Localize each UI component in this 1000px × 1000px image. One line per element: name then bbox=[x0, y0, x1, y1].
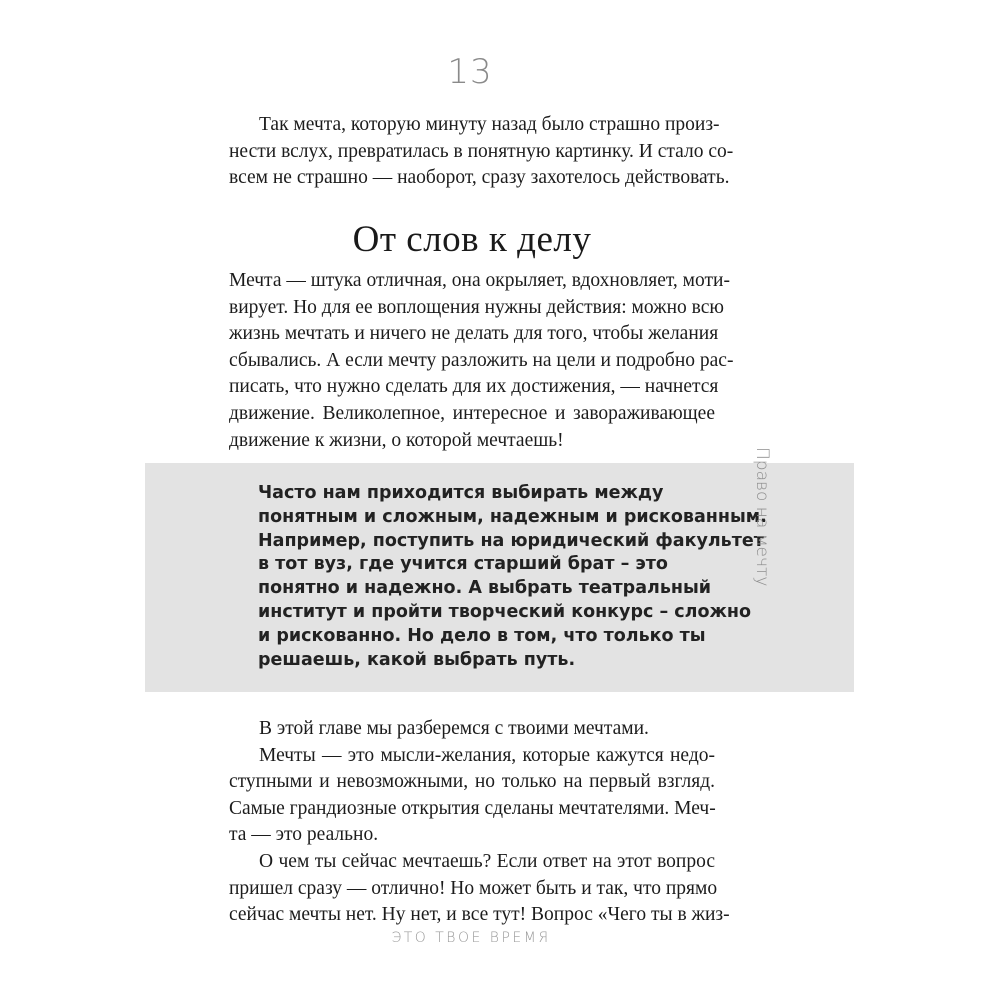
text-line: писать, что нужно сделать для их достижения, — начнется bbox=[229, 376, 719, 398]
callout-text bbox=[258, 482, 767, 672]
callout-line: Например, поступить на юридический факультет bbox=[258, 530, 764, 551]
page-number: 13 bbox=[447, 52, 493, 92]
text-line: движение. Великолепное, интересное и завораживающее bbox=[229, 402, 715, 424]
text-line: Так мечта, которую минуту назад было страшно произ- bbox=[259, 114, 720, 135]
text-line: жизнь мечтать и ничего не делать для того, чтобы желания bbox=[229, 323, 719, 345]
callout-line: Часто нам приходится выбирать между bbox=[258, 483, 664, 503]
callout-line: и рискованно. Но дело в том, что только ты bbox=[258, 625, 706, 646]
body-paragraphs bbox=[229, 716, 730, 929]
text-line: ступными и невозможными, но только на первый взгляд. bbox=[229, 771, 715, 793]
text-line: нести вслух, превратилась в понятную картинку. И стало со- bbox=[229, 140, 734, 162]
text-line: всем не страшно — наоборот, сразу захотелось действовать. bbox=[229, 167, 730, 189]
text-line: движение к жизни, о которой мечтаешь! bbox=[229, 429, 564, 451]
text-line: вирует. Но для ее воплощения нужны действия: можно всю bbox=[229, 296, 724, 318]
callout-line: понятным и сложным, надежным и рискованным. bbox=[258, 506, 767, 527]
running-footer: ЭТО ТВОЕ ВРЕМЯ bbox=[391, 930, 551, 946]
text-line: та — это реально. bbox=[229, 824, 379, 846]
callout-line: решаешь, какой выбрать путь. bbox=[258, 649, 576, 670]
text-line: В этой главе мы разберемся с твоими мечтами. bbox=[259, 718, 649, 739]
text-line: пришел сразу — отлично! Но может быть и так, что прямо bbox=[229, 877, 718, 899]
section-heading: От слов к делу bbox=[352, 219, 592, 260]
text-line: Мечты — это мысли-желания, которые кажутся недо- bbox=[259, 744, 715, 766]
text-line: Мечта — штука отличная, она окрыляет, вдохновляет, моти- bbox=[229, 270, 730, 291]
intro-paragraph bbox=[229, 112, 734, 192]
callout-line: понятно и надежно. А выбрать театральный bbox=[258, 578, 712, 599]
section-paragraph bbox=[229, 268, 734, 454]
side-chapter-label: Право на мечту bbox=[752, 447, 772, 587]
text-line: сейчас мечты нет. Ну нет, и все тут! Вопрос «Чего ты в жиз- bbox=[229, 904, 730, 926]
callout-line: институт и пройти творческий конкурс – сложно bbox=[258, 601, 752, 622]
text-line: Самые грандиозные открытия сделаны мечтателями. Меч- bbox=[229, 797, 716, 819]
callout-line: в тот вуз, где учится старший брат – это bbox=[258, 554, 668, 575]
text-line: сбывались. А если мечту разложить на цели и подробно рас- bbox=[229, 349, 734, 371]
text-line: О чем ты сейчас мечтаешь? Если ответ на этот вопрос bbox=[259, 850, 715, 872]
